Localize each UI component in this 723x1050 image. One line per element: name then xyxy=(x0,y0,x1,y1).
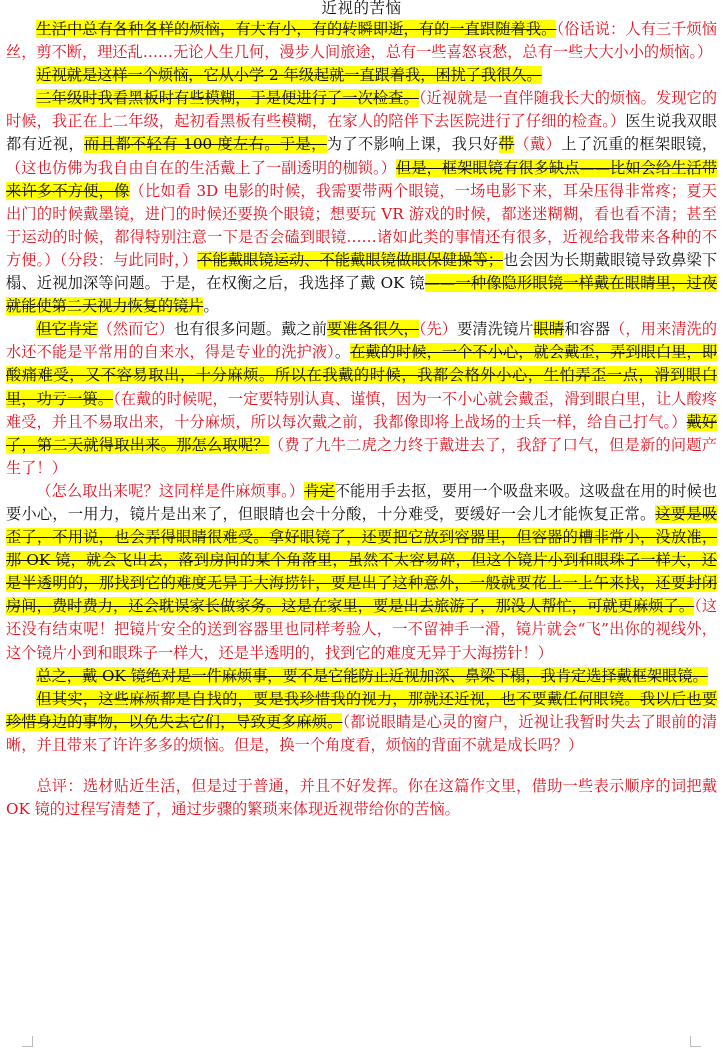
struck-highlighted-text: 戴好了，第二天就得取出来。那怎么取呢？ xyxy=(6,412,717,454)
paragraph-4 xyxy=(6,318,717,480)
struck-highlighted-text: 生活中总有各种各样的烦恼，有大有小，有的转瞬即逝，有的一直跟随着我。 xyxy=(36,20,557,38)
teacher-annotation: （然而它） xyxy=(97,320,175,339)
teacher-annotation: （这还没有结束呢！把镜片安全的送到容器里也同样考验人，一不留神手一滑，镜片就会“飞”出你的视线外，这个镜片小到和眼珠子一样大，还是半透明的，找到它的难度无异于大海捞针！） xyxy=(6,597,718,662)
teacher-annotation: （先） xyxy=(418,320,458,339)
struck-highlighted-text: 要准备很久， xyxy=(327,320,419,339)
struck-highlighted-text: 肯定 xyxy=(304,481,335,500)
text-span: 为了不影响上课，我只好 xyxy=(326,135,499,154)
struck-highlighted-text: 这要是吸歪了，不用说，也会弄得眼睛很难受。拿好眼镜了，还要把它放到容器里，但容器的槽非常小，没放准，那 OK 镜，就会飞出去，落到房间的某个角落里，虽然不太容易碎，但这个镜片小到和眼珠子一样大，还是半透明的，那找到它的难度无异于大海捞针，要是出了这种意外，一般就要花上一上午来找，还要封闭房间，费时费力，还会耽误家长做家务。这是在家里，要是出去旅游了，那没人帮忙，可就更麻烦了。 xyxy=(6,504,718,616)
text-span: 。 xyxy=(203,297,219,316)
teacher-annotation: （俗话说：人有三千烦恼丝，剪不断，理还乱……无论人生几何，漫步人间旅途，总有一些喜怒哀愁，总有一些大大小小的烦恼。） xyxy=(6,20,717,62)
teacher-annotation: （，用来清洗的水还不能是平常用的自来水，得是专业的洗护液） xyxy=(6,320,718,362)
text-span: 要清洗镜片 xyxy=(457,320,534,339)
paragraph-7 xyxy=(6,688,717,757)
struck-highlighted-text: 总之，戴 OK 镜绝对是一件麻烦事，要不是它能防止近视加深、鼻梁下榻，我肯定选择戴框架眼镜。 xyxy=(36,666,708,685)
teacher-annotation: （在戴的时候呢，一定要特别认真、谨慎，因为一不小心就会戴歪，滑到眼白里，让人酸疼难受，并且不易取出来，十分麻烦，所以每次戴之前，我都像即将上战场的士兵一样，给自己打气。） xyxy=(6,389,718,431)
struck-highlighted-text: 眼睛 xyxy=(533,320,565,339)
struck-highlighted-text: 近视就是这样一个烦恼，它从小学 2 年级起就一直跟着我，困扰了我很久。 xyxy=(36,66,542,85)
essay-title: 近视的苦恼 xyxy=(321,0,402,17)
paragraph-6 xyxy=(6,665,717,688)
struck-highlighted-text: 但它肯定 xyxy=(36,320,98,339)
paragraph-5 xyxy=(6,480,717,665)
struck-highlighted-text: 但其实，这些麻烦都是自找的，要是我珍惜我的视力，那就还近视，也不要戴任何眼镜。我以后也要珍惜身边的事物，以免失去它们，导致更多麻烦。 xyxy=(6,689,717,731)
teacher-annotation: （怎么取出来呢？这同样是件麻烦事。） xyxy=(36,481,305,500)
text-span: 也有很多问题。戴之前 xyxy=(174,320,328,339)
paragraph-1 xyxy=(6,18,717,64)
teacher-annotation: （比如看 3D 电影的时候，我需要带两个眼镜，一场电影下来，耳朵压得非常疼；夏天出门的时候戴墨镜，进门的时候还要换个眼镜；想要玩 VR 游戏的时候，都迷迷糊糊，看也看不清；甚至于运动的时候，都得特别注意一下是否会磕到眼镜……诸如此类的事情还有很多，近视给我带来各种的不方便。） xyxy=(6,181,717,269)
teacher-comment: 总评：选材贴近生活，但是过于普通，并且不好发挥。你在这篇作文里，借助一些表示顺序的词把戴 OK 镜的过程写清楚了，通过步骤的繁琐来体现近视带给你的苦恼。 xyxy=(6,777,717,819)
teacher-annotation: （费了九牛二虎之力终于戴进去了，我舒了口气，但是新的问题产生了！） xyxy=(6,435,718,477)
teacher-annotation: （近视就是一直伴随我长大的烦恼。发现它的时候，我正在上二年级，起初看黑板有些模糊，在家人的陪伴下去医院进行了仔细的检查。） xyxy=(6,89,718,131)
struck-highlighted-text: 而且都不轻有 100 度左右。于是， xyxy=(84,135,327,154)
text-span: 也会因为长期戴眼镜导致鼻梁下榻、近视加深等问题。于是，在权衡之后，我选择了戴 OK 镜 xyxy=(6,250,718,293)
teacher-annotation: （这也仿佛为我自由自在的生活戴上了一副透明的枷锁。） xyxy=(6,158,397,177)
struck-highlighted-text: 不能戴眼镜运动、不能戴眼镜做眼保健操等； xyxy=(197,250,503,269)
struck-highlighted-text: ——一种像隐形眼镜一样戴在眼睛里，过夜就能使第二天视力恢复的镜片 xyxy=(6,274,718,316)
spacer xyxy=(6,757,717,775)
margin-corner-mark-right xyxy=(690,1036,701,1047)
teacher-annotation: （戴） xyxy=(514,135,562,154)
struck-highlighted-text: 带 xyxy=(498,135,515,154)
text-span: 医生说我双眼都有近视， xyxy=(6,112,718,154)
text-span: 上了沉重的框架眼镜， xyxy=(561,135,718,154)
text-span: 和容器 xyxy=(564,320,611,339)
essay-body xyxy=(6,18,717,757)
paragraph-2 xyxy=(6,64,717,87)
struck-highlighted-text: 但是，框架眼镜有很多缺点——比如会给生活带来许多不方便，像 xyxy=(6,158,718,200)
text-span: 。 xyxy=(334,343,351,362)
teacher-annotation: （分段：与此同时，） xyxy=(59,250,198,269)
struck-highlighted-text: 在戴的时候，一个不小心，就会戴歪，弄到眼白里，即酸痛难受，又不容易取出，十分麻烦。所以在我戴的时候，我都会格外小心，生怕弄歪一点，滑到眼白里，功亏一篑。 xyxy=(6,343,718,408)
paragraph-3 xyxy=(6,87,717,318)
text-span: 不能用手去抠，要用一个吸盘来吸。这吸盘在用的时候也要小心，一用力，镜片是出来了，但眼睛也会十分酸，十分难受，要缓好一会儿才能恢复正常。 xyxy=(6,481,718,523)
margin-corner-mark-left xyxy=(22,1036,33,1047)
struck-highlighted-text: 二年级时我看黑板时有些模糊，于是便进行了一次检查。 xyxy=(36,89,419,108)
teacher-annotation: （都说眼睛是心灵的窗户，近视让我暂时失去了眼前的清晰，并且带来了许许多多的烦恼。但是，换一个角度看，烦恼的背面不就是成长吗？） xyxy=(6,712,718,754)
